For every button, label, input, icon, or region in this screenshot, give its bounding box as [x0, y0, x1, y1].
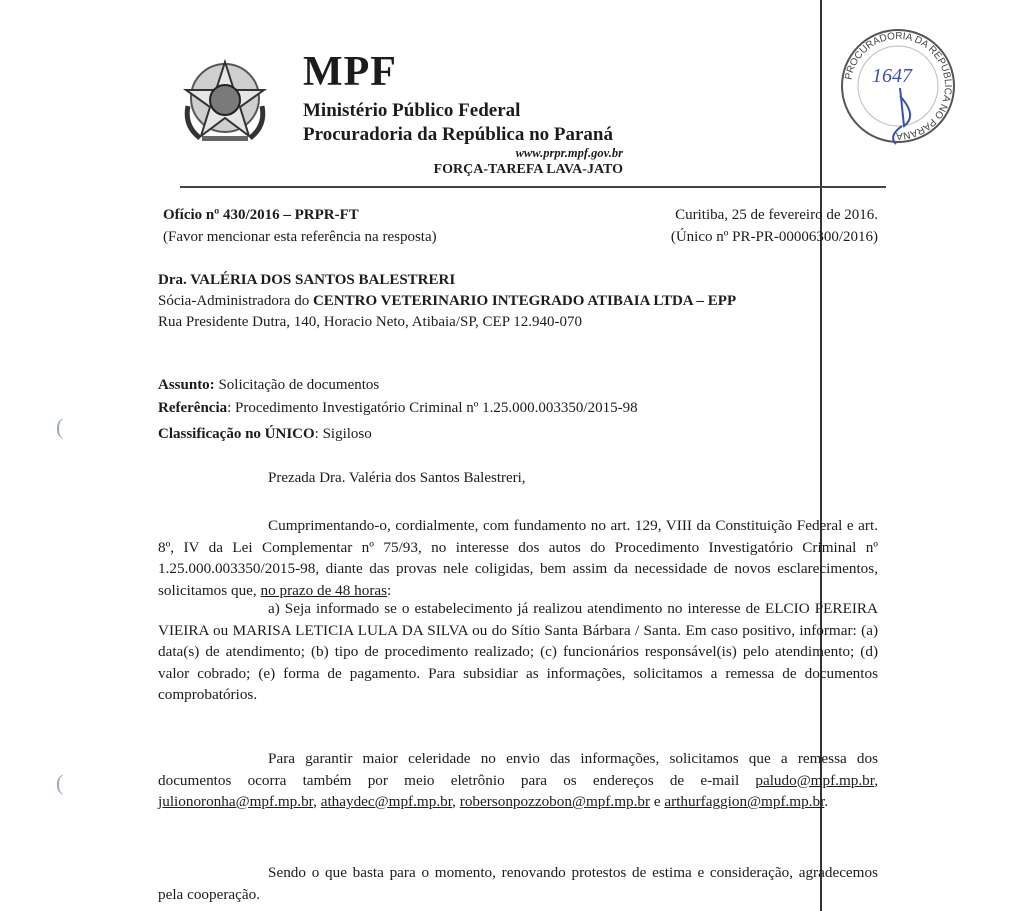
website-link[interactable]: www.prpr.mpf.gov.br [515, 146, 623, 160]
hole-punch-mark: ( [56, 770, 64, 795]
recipient-address: Rua Presidente Dutra, 140, Horacio Neto, Atibaia/SP, CEP 12.940-070 [158, 314, 582, 330]
paragraph-2: a) Seja informado se o estabelecimento já realizou atendimento no interesse de ELCIO PEREIRA VIEIRA ou MARISA LETICIA LULA DA SILVA ou do Sítio Santa Bárbara / Santa. Em caso positivo, informar: (a) data(s) de atendimento; (b) tipo de procedimento realizado; (c) funcionários responsável(is) pelo atendimento; (d) valor cobrado; (e) forma de pagamento. Para subsidiar as informações, solicitamos a remessa de documentos comprobatórios. [158, 600, 878, 703]
email-link[interactable]: athaydec@mpf.mp.br [320, 793, 453, 810]
recipient-name: Dra. VALÉRIA DOS SANTOS BALESTRERI [158, 272, 456, 288]
email-link[interactable]: julionoronha@mpf.mp.br [158, 793, 314, 810]
brazil-coat-of-arms-icon [180, 56, 270, 146]
email-link[interactable]: paludo@mpf.mp.br [755, 771, 875, 789]
email-link[interactable]: robersonpozzobon@mpf.mp.br [459, 793, 651, 810]
oficio-note: (Favor mencionar esta referência na resposta) [163, 229, 437, 245]
oficio-number: Ofício nº 430/2016 – PRPR-FT [163, 207, 359, 223]
org-names [303, 99, 613, 147]
salutation: Prezada Dra. Valéria dos Santos Balestreri, [268, 470, 526, 486]
unico-number: (Único nº PR-PR-00006300/2016) [670, 229, 878, 245]
email-link[interactable]: arthurfaggion@mpf.mp.br [664, 793, 825, 810]
svg-text:PROCURADORIA DA REPUBLICA NO P: PROCURADORIA DA REPUBLICA NO PARANA [843, 30, 954, 142]
place-date: Curitiba, 25 de fevereiro de 2016. [675, 207, 878, 223]
paragraph-1: Cumprimentando-o, cordialmente, com fundamento no art. 129, VIII da Constituição Federal e art. 8º, IV da Lei Complementar nº 75/93, no interesse dos autos do Procedimento Investigatório Criminal nº 1.25.000.003350/2015-98, diante das provas nele coligidas, bem assim da necessidade de novos esclarecimentos, solicitamos que, no prazo de 48 horas: [158, 517, 878, 599]
classification-line: Classificação no ÚNICO: Sigiloso [158, 426, 372, 442]
svg-text:1647: 1647 [872, 65, 912, 87]
paragraph-4: Sendo o que basta para o momento, renovando protestos de estima e consideração, agradecemos pela cooperação. [158, 864, 878, 903]
reference-line: Referência: Procedimento Investigatório Criminal nº 1.25.000.003350/2015-98 [158, 400, 638, 416]
hole-punch-mark: ( [56, 414, 64, 439]
protocol-stamp-icon [838, 26, 958, 146]
org-line-2: Procuradoria da República no Paraná [303, 124, 613, 145]
task-force-label: FORÇA-TAREFA LAVA-JATO [433, 162, 623, 177]
org-line-1: Ministério Público Federal [303, 100, 521, 121]
paragraph-3: Para garantir maior celeridade no envio das informações, solicitamos que a remessa dos documentos ocorra também por meio eletrônio para os endereços de e-mail paludo@mpf.mp.br, julionoronha@mpf.mp.br, athaydec@mpf.mp.br, robersonpozzobon@mpf.mp.br e arthurfaggion@mpf.mp.br. [158, 750, 878, 810]
mpf-logo-text: MPF [303, 49, 397, 95]
header-divider [180, 186, 886, 188]
subject-line: Assunto: Solicitação de documentos [158, 377, 380, 393]
recipient-role: Sócia-Administradora do CENTRO VETERINARIO INTEGRADO ATIBAIA LTDA – EPP [158, 293, 737, 309]
